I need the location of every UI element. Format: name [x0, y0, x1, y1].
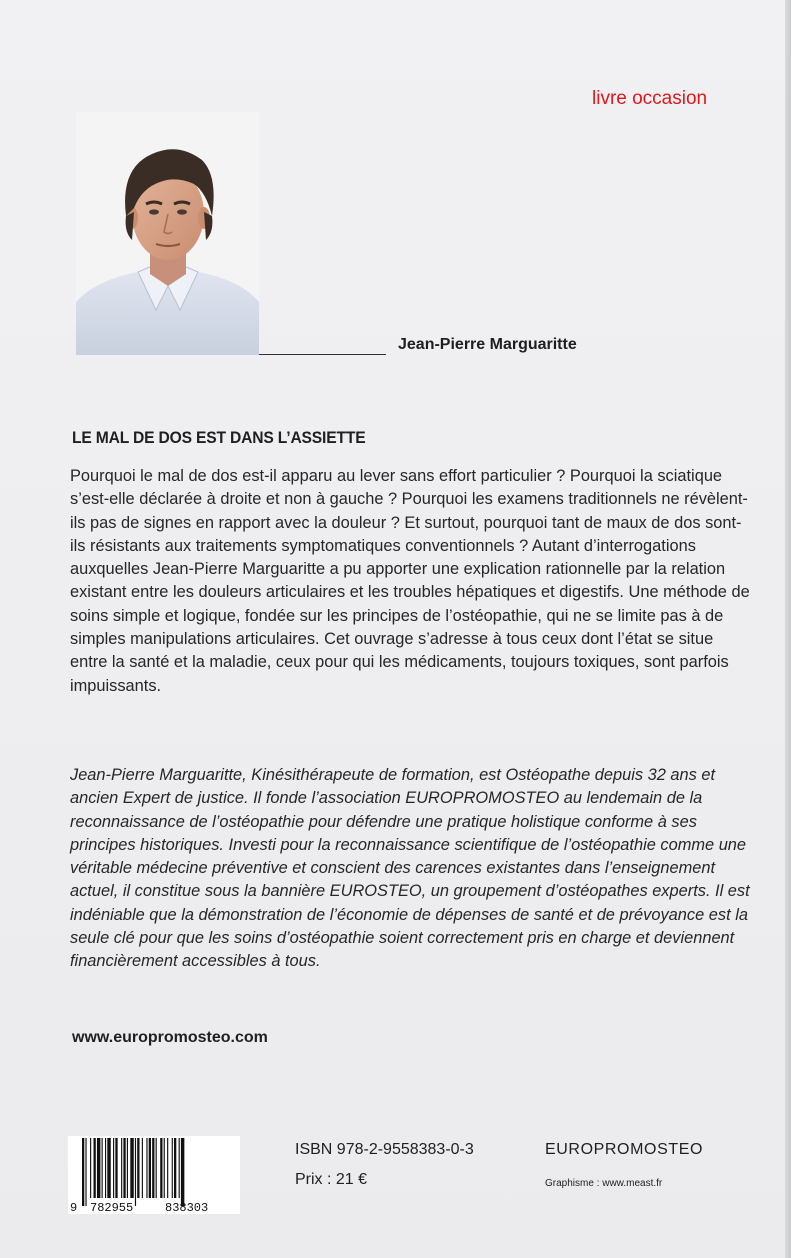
barcode: [68, 1136, 240, 1214]
price: Prix : 21 €: [295, 1171, 368, 1188]
used-book-label: livre occasion: [592, 88, 708, 109]
book-blurb: Pourquoi le mal de dos est-il apparu au lever sans effort particulier ? Pourquoi la sciatique s’est-elle déclarée à droite et non à gauche ? Pourquoi les examens traditionnels ne révèlent-ils pas de signes en rapport avec la douleur ? Et surtout, pourquoi tant de maux de dos sont-ils résistants aux traitements symptomatiques conventionnels ? Autant d’interrogations auxquelles Jean-Pierre Marguaritte a pu apporter une explication rationnelle par la relation existant entre les douleurs articulaires et les troubles hépatiques et digestifs. Une méthode de soins simple et logique, fondée sur les principes de l’ostéopathie, qui ne se limite pas à de simples manipulations articulaires. Cet ouvrage s’adresse à tous ceux dont l’état se situe entre la santé et la maladie, ceux pour qui les médicaments, toujours toxiques, sont parfois impuissants.: [70, 467, 750, 695]
barcode-bar: [156, 1138, 157, 1198]
author-bio: Jean-Pierre Marguaritte, Kinésithérapeute de formation, est Ostéopathe depuis 32 ans et ancien Expert de justice. Il fonde l’association EUROPROMOSTEO au lendemain de la reconnaissance de l’ostéopathie pour défendre une pratique holistique conforme à ses principes historiques. Investi pour la reconnaissance scientifique de l’ostéopathie comme une véritable médecine préventive et conscient des carences existantes dans l’enseignement actuel, il constitue sous la bannière EUROSTEO, un groupement d’ostéopathes experts. Il est indéniable que la démonstration de l’économie de dépenses de santé et de prévoyance est la seule clé pour que les soins d’ostéopathie soient correctement pris en charge et deviennent financièrement accessibles à tous.: [70, 766, 750, 971]
barcode-bar: [97, 1138, 100, 1198]
barcode-bar: [164, 1138, 165, 1198]
author-portrait-icon: [76, 112, 259, 355]
barcode-bar: [135, 1138, 136, 1206]
barcode-bar: [181, 1138, 184, 1206]
barcode-bar: [137, 1138, 139, 1198]
ean13-barcode-icon: [68, 1136, 240, 1214]
barcode-bar: [172, 1138, 173, 1198]
barcode-bar: [174, 1138, 176, 1198]
barcode-digits-left: 782955: [90, 1201, 134, 1214]
publisher-name: EUROPROMOSTEO: [545, 1141, 704, 1158]
barcode-bar: [130, 1138, 133, 1198]
barcode-digit-first: 9: [70, 1201, 78, 1214]
barcode-bar: [152, 1138, 154, 1198]
barcode-digits-right: 838303: [165, 1201, 209, 1214]
barcode-bar: [113, 1138, 114, 1198]
barcode-bar: [102, 1138, 103, 1198]
isbn-number: ISBN 978-2-9558383-0-3: [295, 1141, 474, 1158]
barcode-bar: [107, 1138, 110, 1198]
cover-edge-shadow: [785, 0, 791, 1258]
barcode-bar: [142, 1138, 143, 1198]
name-divider: [259, 354, 386, 355]
barcode-bar: [149, 1138, 151, 1198]
barcode-bar: [123, 1138, 125, 1198]
barcode-bar: [121, 1138, 122, 1198]
barcode-bar: [94, 1138, 96, 1198]
book-headline: LE MAL DE DOS EST DANS L’ASSIETTE: [72, 428, 366, 447]
website-link[interactable]: www.europromosteo.com: [72, 1029, 268, 1046]
design-credit: Graphisme : www.meast.fr: [545, 1178, 663, 1189]
barcode-bar: [160, 1138, 162, 1198]
barcode-bar: [115, 1138, 117, 1198]
barcode-bar: [85, 1138, 86, 1206]
barcode-bar: [167, 1138, 168, 1198]
barcode-bar: [105, 1138, 106, 1198]
barcode-bar: [90, 1138, 91, 1198]
barcode-bar: [82, 1138, 84, 1206]
author-photo: [76, 112, 259, 355]
barcode-bar: [127, 1138, 128, 1198]
barcode-bar: [179, 1138, 180, 1198]
barcode-bar: [146, 1138, 147, 1198]
author-name: Jean-Pierre Marguaritte: [398, 336, 577, 353]
